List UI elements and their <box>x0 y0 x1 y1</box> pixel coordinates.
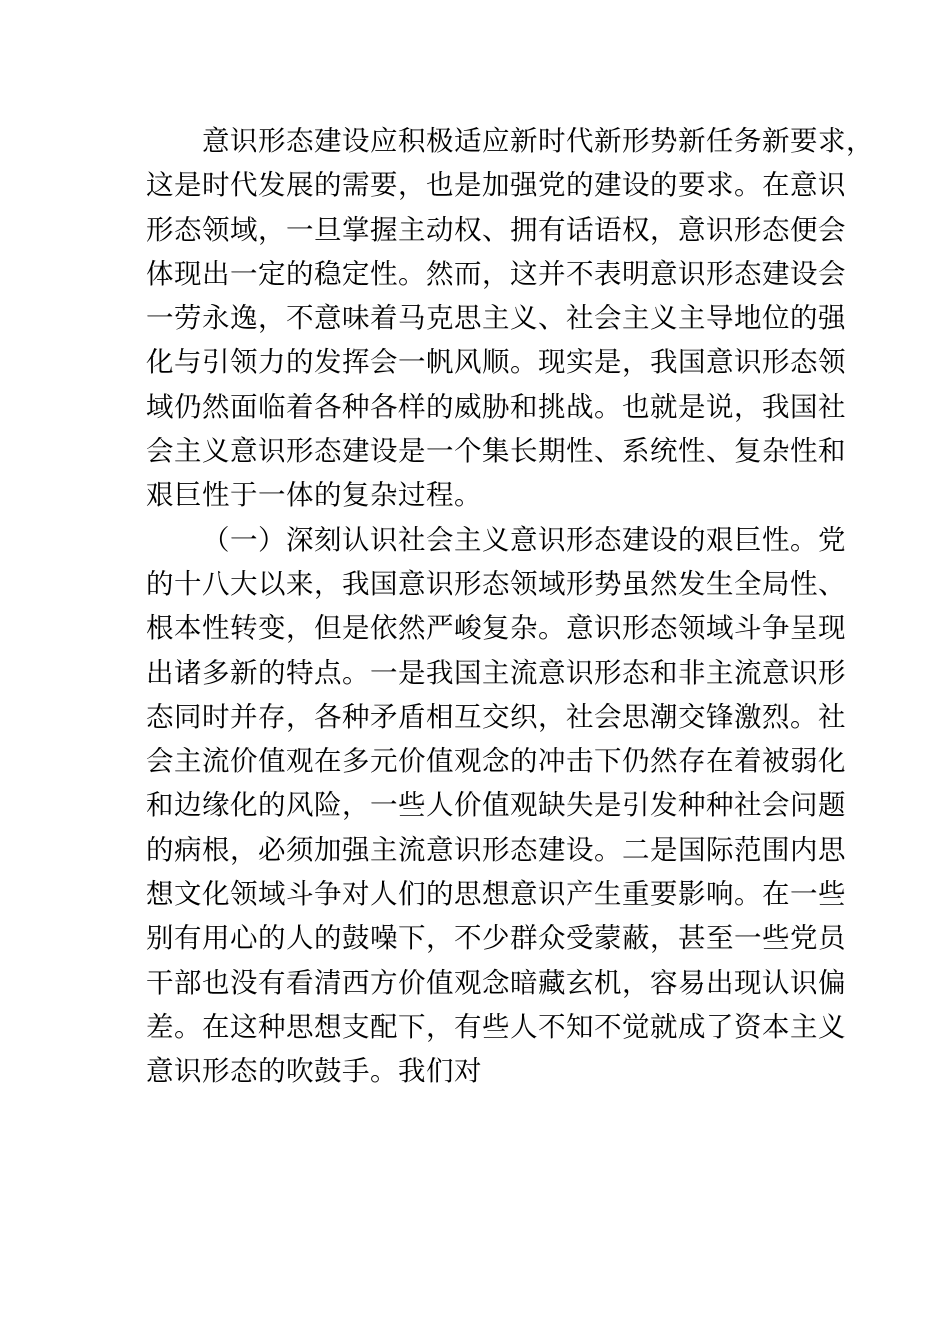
text-line: 一劳永逸，不意味着马克思主义、社会主义主导地位的强 <box>146 302 846 335</box>
text-line: 域仍然面临着各种各样的威胁和挑战。也就是说，我国社 <box>146 390 846 423</box>
text-line: 根本性转变，但是依然严峻复杂。意识形态领域斗争呈现 <box>146 612 846 645</box>
text-line: 差。在这种思想支配下，有些人不知不觉就成了资本主义 <box>146 1010 846 1043</box>
text-line: 这是时代发展的需要，也是加强党的建设的要求。在意识 <box>146 169 846 202</box>
text-line: 会主流价值观在多元价值观念的冲击下仍然存在着被弱化 <box>146 745 846 778</box>
text-line: 形态领域，一旦掌握主动权、拥有话语权，意识形态便会 <box>146 213 846 246</box>
text-line: 的十八大以来，我国意识形态领域形势虽然发生全局性、 <box>146 567 846 600</box>
text-line: 别有用心的人的鼓噪下，不少群众受蒙蔽，甚至一些党员 <box>146 922 846 955</box>
text-line: 出诸多新的特点。一是我国主流意识形态和非主流意识形 <box>146 656 846 689</box>
paragraph-2 <box>146 518 846 1094</box>
text-line: （一）深刻认识社会主义意识形态建设的艰巨性。党 <box>202 523 846 556</box>
text-line: 干部也没有看清西方价值观念暗藏玄机，容易出现认识偏 <box>146 966 846 999</box>
text-line: 的病根，必须加强主流意识形态建设。二是国际范围内思 <box>146 833 846 866</box>
text-line: 艰巨性于一体的复杂过程。 <box>146 479 482 512</box>
paragraph-1 <box>146 119 874 518</box>
text-line: 化与引领力的发挥会一帆风顺。现实是，我国意识形态领 <box>146 346 846 379</box>
text-line: 和边缘化的风险，一些人价值观缺失是引发种种社会问题 <box>146 789 846 822</box>
text-line: 体现出一定的稳定性。然而，这并不表明意识形态建设会 <box>146 257 846 290</box>
text-line: 意识形态的吹鼓手。我们对 <box>146 1055 482 1088</box>
text-line: 态同时并存，各种矛盾相互交织，社会思潮交锋激烈。社 <box>146 700 846 733</box>
text-line: 想文化领域斗争对人们的思想意识产生重要影响。在一些 <box>146 878 846 911</box>
text-line: 会主义意识形态建设是一个集长期性、系统性、复杂性和 <box>146 435 846 468</box>
text-line: 意识形态建设应积极适应新时代新形势新任务新要求， <box>202 125 874 157</box>
document-body <box>146 119 874 1094</box>
